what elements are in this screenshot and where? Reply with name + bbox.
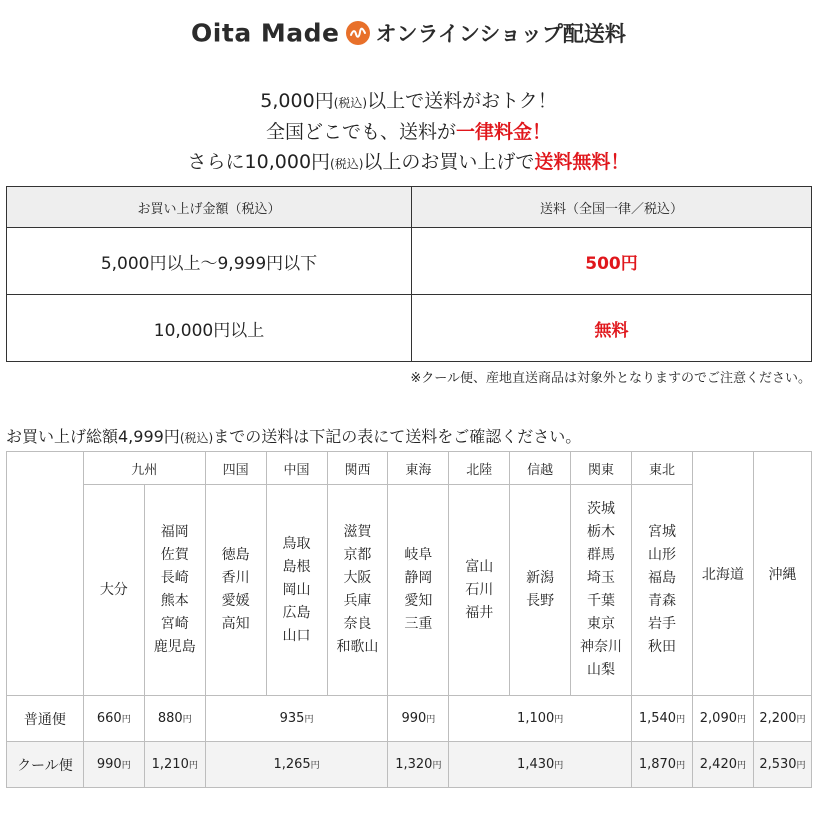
prefecture-name: 岐阜 (404, 547, 433, 563)
prefecture-name: 福島 (647, 570, 676, 586)
pref-oita: 大分 (83, 485, 144, 696)
price-cell: 2,530円 (753, 742, 811, 788)
fee-header-amount: お買い上げ金額（税込） (7, 187, 412, 228)
pref-tokai (388, 485, 449, 696)
region-header-row (7, 452, 812, 485)
pref-kyushu (144, 485, 205, 696)
pref-hokuriku (449, 485, 510, 696)
fee-table-row (7, 295, 812, 362)
price-cell: 1,265円 (205, 742, 388, 788)
prefecture-name: 福井 (465, 604, 494, 621)
cool-label: クール便 (7, 742, 84, 788)
page-title: オンラインショップ配送料 (375, 22, 626, 46)
prefecture-name: 広島 (282, 604, 311, 621)
region-kyushu: 九州 (83, 452, 205, 485)
price-cell: 1,540円 (632, 696, 693, 742)
prefecture-name: 神奈川 (580, 639, 623, 655)
prefecture-name: 青森 (647, 593, 676, 609)
prefecture-name: 大阪 (343, 570, 372, 586)
prefecture-row (7, 485, 812, 696)
price-cell: 660円 (83, 696, 144, 742)
promo-line-1: 5,000円(税込)以上で送料がおトク！ (260, 90, 557, 112)
fee-table-header-row (7, 187, 812, 228)
prefecture-name: 山梨 (587, 662, 616, 678)
pref-tohoku (632, 485, 693, 696)
price-cell: 2,090円 (692, 696, 753, 742)
pref-shinetsu (510, 485, 571, 696)
prefecture-name: 岩手 (647, 616, 676, 632)
price-cell: 2,200円 (753, 696, 811, 742)
region-kansai: 関西 (327, 452, 388, 485)
price-cell: 1,320円 (388, 742, 449, 788)
prefecture-name: 徳島 (221, 547, 250, 563)
prefecture-name: 三重 (404, 616, 433, 632)
prefecture-name: 山形 (647, 547, 676, 563)
region-shinetsu: 信越 (510, 452, 571, 485)
promo-line-3: さらに10,000円(税込)以上のお買い上げで送料無料！ (187, 151, 630, 173)
region-table-caption: お買い上げ総額4,999円(税込)までの送料は下記の表にて送料をご確認ください。 (6, 427, 582, 446)
price-cell: 1,870円 (632, 742, 693, 788)
pref-chugoku (266, 485, 327, 696)
price-cell: 990円 (83, 742, 144, 788)
fee-value: 500円 (412, 228, 812, 295)
prefecture-name: 熊本 (160, 593, 189, 609)
pref-kansai (327, 485, 388, 696)
price-cell: 1,100円 (449, 696, 632, 742)
region-tohoku: 東北 (632, 452, 693, 485)
prefecture-name: 秋田 (647, 639, 676, 655)
prefecture-name: 千葉 (587, 593, 616, 609)
cool-shipping-row (7, 742, 812, 788)
price-cell: 1,430円 (449, 742, 632, 788)
price-cell: 1,210円 (144, 742, 205, 788)
prefecture-name: 奈良 (343, 616, 372, 632)
price-cell: 2,420円 (692, 742, 753, 788)
cool-shipping-note: ※クール便、産地直送商品は対象外となりますのでご注意ください。 (410, 371, 811, 386)
region-okinawa: 沖縄 (753, 452, 811, 696)
normal-label: 普通便 (7, 696, 84, 742)
prefecture-name: 宮崎 (160, 616, 189, 632)
fee-table-row (7, 228, 812, 295)
pref-shikoku (205, 485, 266, 696)
brand-name: Oita Made (191, 18, 340, 48)
prefecture-name: 岡山 (282, 581, 311, 598)
region-hokkaido: 北海道 (692, 452, 753, 696)
prefecture-name: 群馬 (587, 547, 616, 563)
region-hokuriku: 北陸 (449, 452, 510, 485)
prefecture-name: 茨城 (587, 501, 616, 517)
prefecture-name: 石川 (465, 581, 494, 598)
fee-header-shipping: 送料（全国一律／税込） (412, 187, 812, 228)
region-shipping-table (6, 451, 812, 788)
prefecture-name: 佐賀 (160, 547, 189, 563)
prefecture-name: 兵庫 (343, 593, 372, 609)
prefecture-name: 鹿児島 (153, 639, 196, 655)
prefecture-name: 鳥取 (282, 535, 311, 552)
prefecture-name: 福岡 (160, 524, 189, 540)
prefecture-name: 京都 (343, 547, 372, 563)
shipping-fee-table (6, 186, 812, 362)
prefecture-name: 長崎 (160, 570, 189, 586)
region-tokai: 東海 (388, 452, 449, 485)
prefecture-name: 滋賀 (343, 524, 372, 540)
region-chugoku: 中国 (266, 452, 327, 485)
prefecture-name: 長野 (526, 593, 555, 609)
prefecture-name: 宮城 (647, 524, 676, 540)
prefecture-name: 愛媛 (221, 593, 250, 609)
prefecture-name: 静岡 (404, 570, 433, 586)
corner-cell (7, 452, 84, 696)
prefecture-name: 和歌山 (336, 639, 379, 655)
price-cell: 880円 (144, 696, 205, 742)
region-kanto: 関東 (571, 452, 632, 485)
price-cell: 935円 (205, 696, 388, 742)
pref-kanto (571, 485, 632, 696)
prefecture-name: 東京 (587, 616, 616, 632)
normal-shipping-row (7, 696, 812, 742)
price-cell: 990円 (388, 696, 449, 742)
page-header (0, 18, 817, 58)
prefecture-name: 富山 (465, 558, 494, 575)
prefecture-name: 埼玉 (587, 570, 616, 586)
fee-range: 5,000円以上〜9,999円以下 (7, 228, 412, 295)
promo-line-2: 全国どこでも、送料が一律料金！ (265, 121, 552, 143)
fee-range: 10,000円以上 (7, 295, 412, 362)
prefecture-name: 高知 (221, 616, 250, 632)
prefecture-name: 愛知 (404, 593, 433, 609)
region-shikoku: 四国 (205, 452, 266, 485)
prefecture-name: 新潟 (526, 570, 555, 586)
oita-made-logo-icon (346, 21, 370, 45)
prefecture-name: 香川 (221, 570, 250, 586)
prefecture-name: 栃木 (587, 524, 616, 540)
fee-value: 無料 (412, 295, 812, 362)
prefecture-name: 山口 (282, 627, 311, 644)
prefecture-name: 島根 (282, 558, 311, 575)
